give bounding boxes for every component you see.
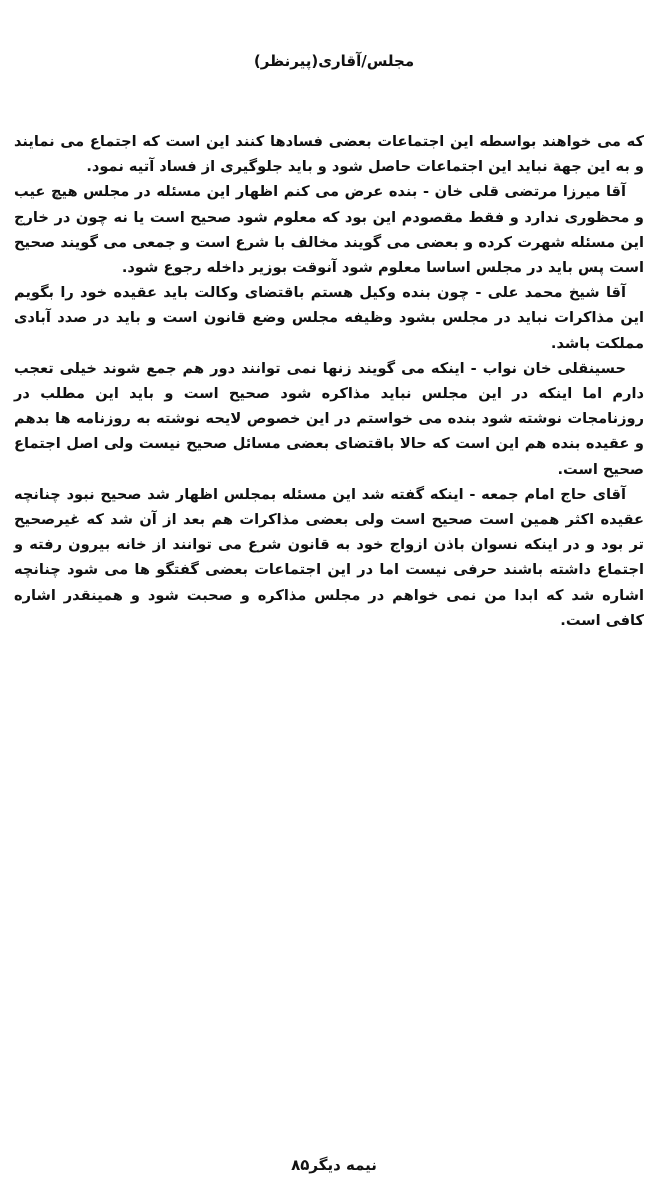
paragraph-2: آقا میرزا مرتضی قلی خان - بنده عرض می کنم اظهار این مسئله در مجلس هیچ عیب و محظوری ندارد و فقط مقصودم این بود که معلوم شود صحیح است یا نه چون در خارج این مسئله شهرت کرده و بعضی می گویند مخالف با شرع است و جمعی می گویند صحیح است پس باید در مجلس اساسا معلوم شود آنوقت بوزیر داخله رجوع شود. <box>14 183 644 277</box>
paragraph-4: حسینقلی خان نواب - اینکه می گویند زنها نمی توانند دور هم جمع شوند خیلی تعجب دارم اما اینکه در این مجلس نباید مذاکره شود صحیح است و باید این مطلب در روزنامجات نوشته شود بنده می خواستم در این خصوص لایحه نوشته به روزنامه ها بدهم و عقیده بنده هم این است که حالا باقتضای بعضی مسائل صحیح نیست ولی اصل اجتماع صحیح است. <box>14 359 644 478</box>
paragraph-5: آقای حاج امام جمعه - اینکه گفته شد این مسئله بمجلس اظهار شد صحیح نبود چنانچه عقیده اکثر همین است صحیح است ولی بعضی مذاکرات هم بعد از آن شد که غیرصحیح تر بود و در اینکه نسوان باذن ازواج خود به قانون شرع می توانند از خانه بیرون رفته و اجتماع داشته باشند حرفی نیست اما در این اجتماعات بعضی گفتگو ها می شود چنانچه اشاره شد که ابدا من نمی خواهم در مجلس مذاکره و صحبت شود و همینقدر اشاره کافی است. <box>14 485 644 629</box>
page-footer: نیمه دیگر۸۵ <box>291 1156 377 1174</box>
document-body <box>14 129 644 633</box>
page-header: مجلس/آقاری(پیرنظر) <box>253 52 415 70</box>
paragraph-1: که می خواهند بواسطه این اجتماعات بعضی فسادها کنند این است که اجتماع می نمایند و به این جهة نباید این اجتماعات حاصل شود و باید جلوگیری از فساد آتیه نمود. <box>14 133 644 176</box>
paragraph-3: آقا شیخ محمد علی - چون بنده وکیل هستم باقتضای وکالت باید عقیده خود را بگویم این مذاکرات نباید در مجلس بشود وظیفه مجلس وضع قانون است و باید در صدد آبادی مملکت باشد. <box>14 284 644 352</box>
